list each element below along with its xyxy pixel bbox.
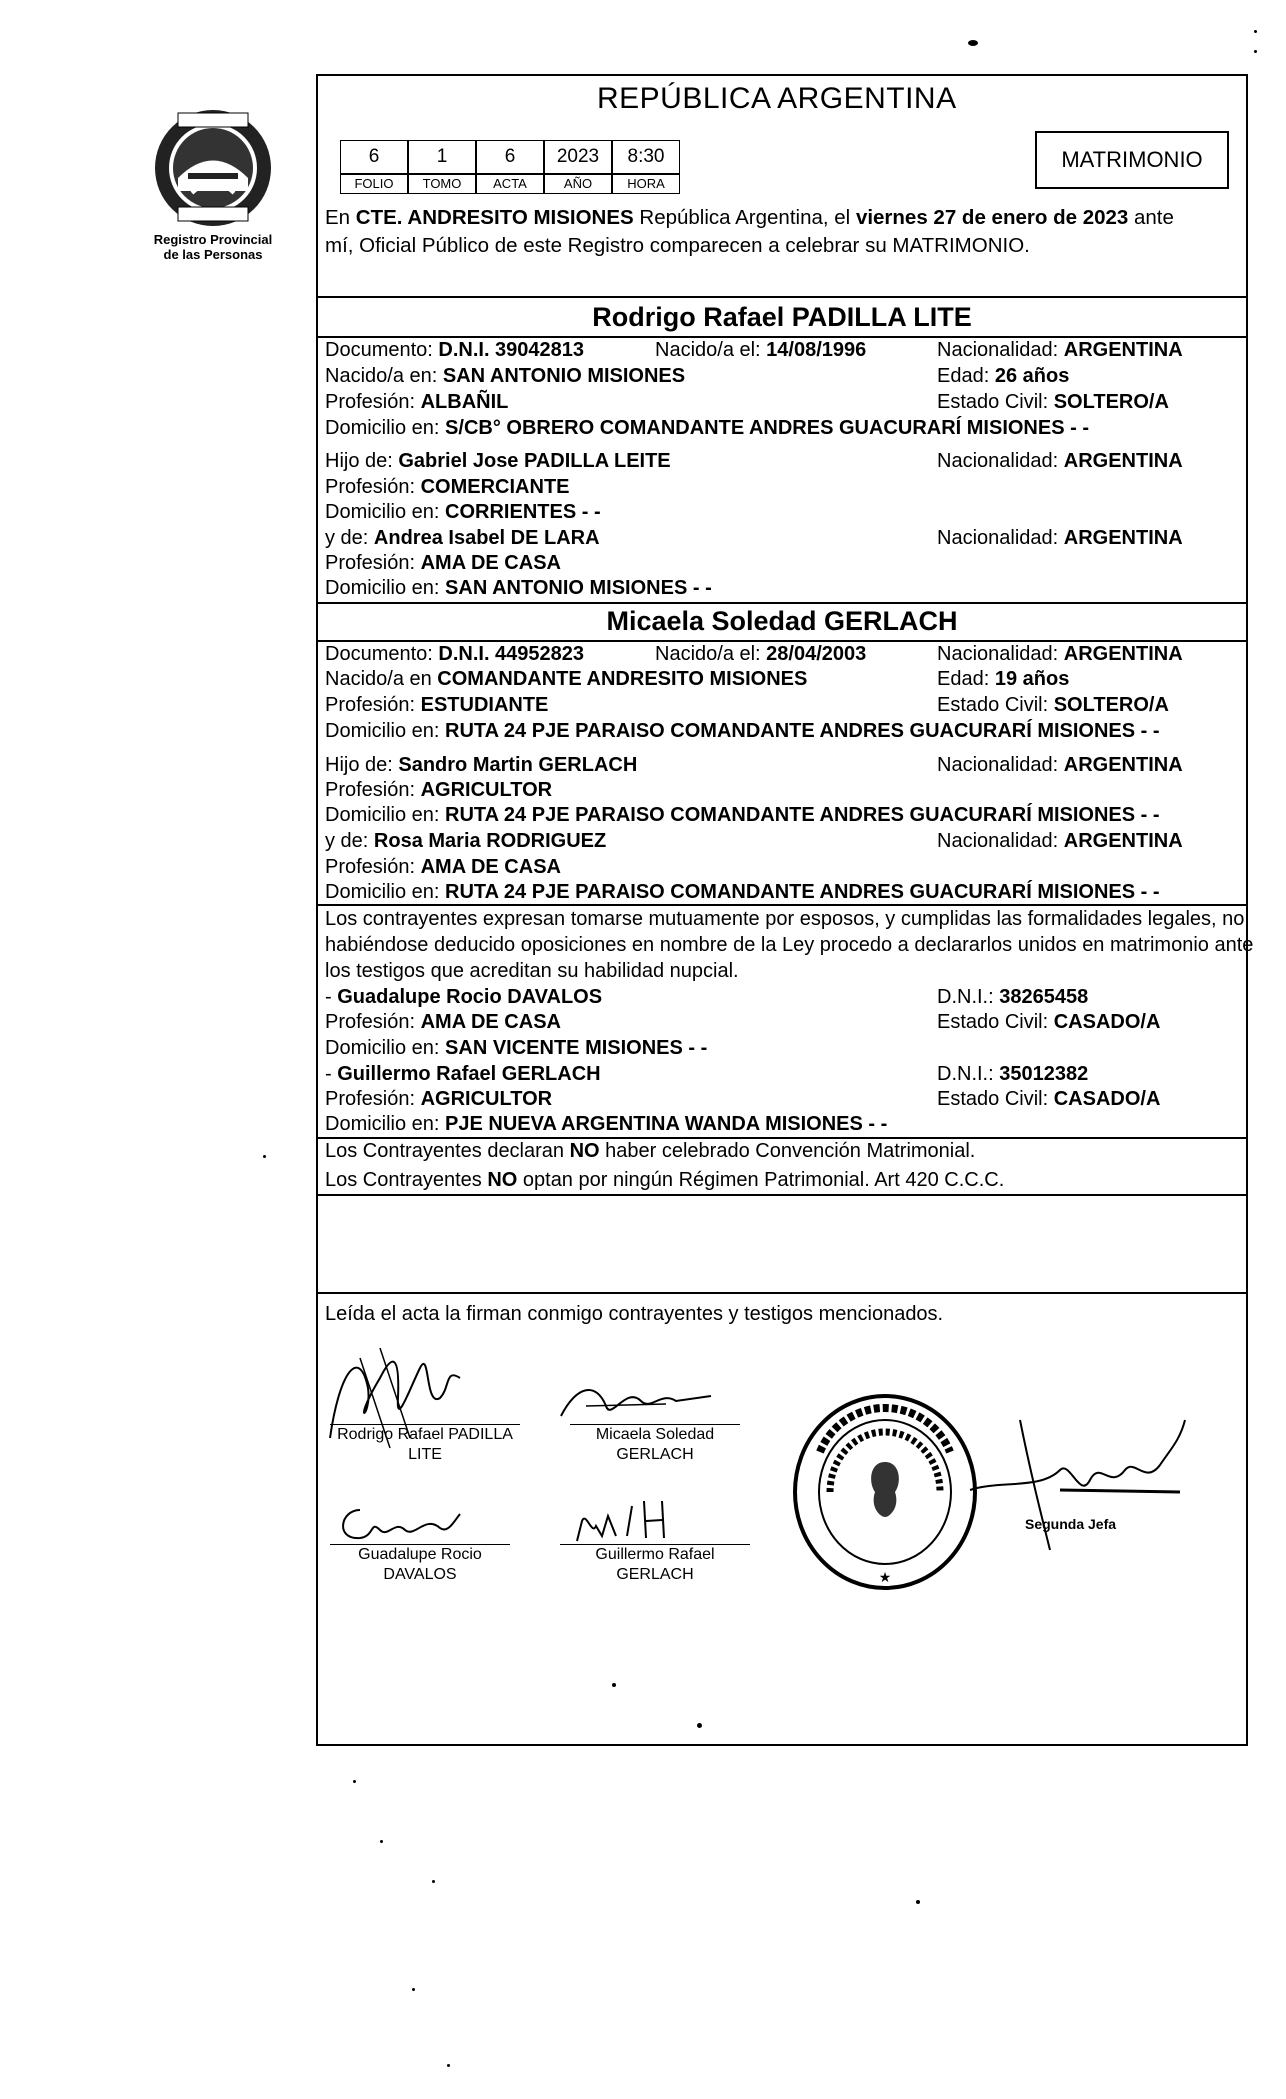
witness1-name-row <box>325 985 602 1009</box>
bride-prof-row <box>325 693 548 717</box>
scan-mark <box>1254 50 1257 53</box>
anio-value: 2023 <box>544 140 612 174</box>
witness1-signature-name: Guadalupe Rocio <box>358 1546 482 1563</box>
label: Estado Civil: <box>937 391 1054 413</box>
folio-value: 6 <box>340 140 408 174</box>
registry-caption-line1: Registro Provincial <box>153 232 273 247</box>
label: Nacido/a en <box>325 668 438 690</box>
label: - <box>325 986 338 1008</box>
label: Domicilio en: <box>325 1113 446 1135</box>
witness1-prof-row <box>325 1010 561 1034</box>
official-stamp-icon <box>790 1392 980 1592</box>
label: y de: <box>325 830 374 852</box>
intro-line2: mí, Oficial Público de este Registro comparecen a celebrar su MATRIMONIO. <box>325 234 1030 257</box>
bride-father-nationality: ARGENTINA <box>1063 754 1183 776</box>
scan-mark <box>968 40 978 46</box>
groom-nat-row <box>937 338 1183 362</box>
registry-caption <box>130 232 296 262</box>
regime-line1 <box>325 1139 975 1163</box>
bride-born-row <box>655 642 866 666</box>
bride-name-heading: Micaela Soledad GERLACH <box>606 606 958 636</box>
tomo-value: 1 <box>408 140 476 174</box>
scan-mark <box>697 1723 702 1728</box>
label: Domicilio en: <box>325 881 446 903</box>
label: Nacionalidad: <box>937 643 1064 665</box>
tomo-label: TOMO <box>408 174 476 194</box>
bride-dni: D.N.I. 44952823 <box>438 643 585 665</box>
witness2-signature-caption <box>560 1544 750 1585</box>
regime-line2 <box>325 1168 1004 1192</box>
groom-prof-row <box>325 390 508 414</box>
label: Profesión: <box>325 476 421 498</box>
divider <box>316 602 1248 604</box>
witness1-civil-row <box>937 1010 1160 1034</box>
label: Domicilio en: <box>325 417 446 439</box>
bride-birthplace-row <box>325 667 807 691</box>
bride-father-dom-row <box>325 803 1160 827</box>
scan-mark <box>916 1900 920 1904</box>
witness1-dni: 38265458 <box>999 986 1089 1008</box>
bride-birthplace: COMANDANTE ANDRESITO MISIONES <box>437 668 808 690</box>
bride-nationality: ARGENTINA <box>1063 643 1183 665</box>
bride-father-nat-row <box>937 753 1183 777</box>
label: Estado Civil: <box>937 694 1054 716</box>
label: Los Contrayentes <box>325 1169 488 1191</box>
witness2-address: PJE NUEVA ARGENTINA WANDA MISIONES - - <box>445 1113 888 1135</box>
declaration-line3: los testigos que acreditan su habilidad nupcial. <box>325 960 739 982</box>
label: D.N.I.: <box>937 986 1000 1008</box>
bride-mother-name: Rosa Maria RODRIGUEZ <box>373 830 607 852</box>
groom-mother-name: Andrea Isabel DE LARA <box>373 527 600 549</box>
regime-no: NO <box>487 1169 518 1191</box>
scan-mark <box>353 1780 356 1783</box>
signatures-intro: Leída el acta la firman conmigo contrayentes y testigos mencionados. <box>325 1303 944 1325</box>
groom-mother-nat-row <box>937 526 1183 550</box>
scan-mark <box>412 1988 415 1991</box>
witness2-dom-row <box>325 1112 887 1136</box>
groom-signature-name: Rodrigo Rafael PADILLA <box>337 1426 513 1443</box>
label: Profesión: <box>325 779 421 801</box>
groom-father-profession: COMERCIANTE <box>420 476 570 498</box>
bride-mother-address: RUTA 24 PJE PARAISO COMANDANTE ANDRES GUACURARÍ MISIONES - - <box>445 881 1160 903</box>
groom-mother-profession: AMA DE CASA <box>420 552 561 574</box>
bride-mother-prof-row <box>325 855 561 879</box>
label: Nacionalidad: <box>937 339 1064 361</box>
bride-mother-nat-row <box>937 829 1183 853</box>
bride-father-prof-row <box>325 778 552 802</box>
label: - <box>325 1063 338 1085</box>
bride-birthdate: 28/04/2003 <box>766 643 867 665</box>
groom-father-nat-row <box>937 449 1183 473</box>
label: Profesión: <box>325 1011 421 1033</box>
scan-mark <box>612 1683 616 1687</box>
witness2-signature-icon <box>572 1496 692 1546</box>
label: haber celebrado Convención Matrimonial. <box>599 1140 976 1162</box>
intro-text-a: En <box>325 206 356 229</box>
doc-type-box <box>1035 131 1229 189</box>
label: Estado Civil: <box>937 1088 1054 1110</box>
label: Nacido/a el: <box>655 643 767 665</box>
divider <box>316 1292 1248 1294</box>
groom-father-nationality: ARGENTINA <box>1063 450 1183 472</box>
svg-text:★: ★ <box>878 1569 892 1585</box>
bride-mother-nationality: ARGENTINA <box>1063 830 1183 852</box>
bride-civil-status: SOLTERO/A <box>1053 694 1169 716</box>
bride-signature-caption <box>570 1424 740 1465</box>
groom-dni: D.N.I. 39042813 <box>438 339 585 361</box>
label: Domicilio en: <box>325 804 446 826</box>
bride-age: 19 años <box>994 668 1070 690</box>
witness2-dni-row <box>937 1062 1088 1086</box>
label: y de: <box>325 527 374 549</box>
bride-mother-profession: AMA DE CASA <box>420 856 561 878</box>
divider <box>316 296 1248 298</box>
bride-father-name: Sandro Martin GERLACH <box>398 754 638 776</box>
label: Nacionalidad: <box>937 450 1064 472</box>
label: Edad: <box>937 668 995 690</box>
bride-father-address: RUTA 24 PJE PARAISO COMANDANTE ANDRES GUACURARÍ MISIONES - - <box>445 804 1160 826</box>
regime-no: NO <box>569 1140 600 1162</box>
label: Domicilio en: <box>325 1037 446 1059</box>
bride-signature-icon <box>556 1376 716 1426</box>
groom-civil-row <box>937 390 1169 414</box>
label: Domicilio en: <box>325 577 446 599</box>
groom-nationality: ARGENTINA <box>1063 339 1183 361</box>
witness1-civil-status: CASADO/A <box>1053 1011 1161 1033</box>
groom-age: 26 años <box>994 365 1070 387</box>
label: Domicilio en: <box>325 720 446 742</box>
ceremony-place: CTE. ANDRESITO MISIONES <box>355 206 634 229</box>
divider <box>316 1194 1248 1196</box>
label: Hijo de: <box>325 450 399 472</box>
province-seal-icon <box>148 103 278 233</box>
bride-civil-row <box>937 693 1169 717</box>
registry-logo <box>148 103 278 233</box>
label: Documento: <box>325 339 439 361</box>
label: Nacido/a en: <box>325 365 443 387</box>
witness1-name: Guadalupe Rocio DAVALOS <box>337 986 603 1008</box>
label: Profesión: <box>325 694 421 716</box>
groom-doc-row <box>325 338 584 362</box>
witness1-profession: AMA DE CASA <box>420 1011 561 1033</box>
witness1-dom-row <box>325 1036 707 1060</box>
label: Nacido/a el: <box>655 339 767 361</box>
label: Profesión: <box>325 1088 421 1110</box>
witness1-signature-icon <box>330 1500 470 1548</box>
bride-father-profession: AGRICULTOR <box>420 779 553 801</box>
scan-mark <box>263 1155 266 1158</box>
groom-signature-surname: LITE <box>408 1446 442 1463</box>
doc-type-label: MATRIMONIO <box>1061 147 1203 172</box>
label: Nacionalidad: <box>937 754 1064 776</box>
label: Documento: <box>325 643 439 665</box>
label: Edad: <box>937 365 995 387</box>
witness2-civil-status: CASADO/A <box>1053 1088 1161 1110</box>
label: Domicilio en: <box>325 501 446 523</box>
official-signature-icon <box>960 1410 1200 1560</box>
witness2-profession: AGRICULTOR <box>420 1088 553 1110</box>
scan-mark <box>380 1840 383 1843</box>
label: D.N.I.: <box>937 1063 1000 1085</box>
groom-father-name: Gabriel Jose PADILLA LEITE <box>398 450 671 472</box>
bride-profession: ESTUDIANTE <box>420 694 549 716</box>
page-title: REPÚBLICA ARGENTINA <box>597 82 957 115</box>
bride-age-row <box>937 667 1069 691</box>
groom-born-row <box>655 338 866 362</box>
groom-age-row <box>937 364 1069 388</box>
groom-father-prof-row <box>325 475 570 499</box>
intro-text-b: República Argentina, el <box>633 206 856 229</box>
groom-birthdate: 14/08/1996 <box>766 339 867 361</box>
label: Los Contrayentes declaran <box>325 1140 570 1162</box>
scan-mark <box>447 2064 450 2067</box>
official-title: Segunda Jefa <box>1025 1516 1117 1532</box>
label: Estado Civil: <box>937 1011 1054 1033</box>
bride-dom-row <box>325 719 1160 743</box>
scan-mark <box>432 1880 435 1883</box>
witness1-dni-row <box>937 985 1088 1009</box>
groom-address: S/CB° OBRERO COMANDANTE ANDRES GUACURARÍ MISIONES - - <box>445 417 1089 439</box>
groom-birthplace-row <box>325 364 685 388</box>
anio-label: AÑO <box>544 174 612 194</box>
registry-caption-line2: de las Personas <box>163 247 263 262</box>
acta-value: 6 <box>476 140 544 174</box>
witness1-signature-surname: DAVALOS <box>383 1566 457 1583</box>
declaration-line1: Los contrayentes expresan tomarse mutuamente por esposos, y cumplidas las formalidades legales, no <box>325 908 1245 930</box>
groom-mother-address: SAN ANTONIO MISIONES - - <box>445 577 712 599</box>
scan-mark <box>1254 30 1257 33</box>
witness2-civil-row <box>937 1087 1160 1111</box>
groom-dom-row <box>325 416 1089 440</box>
label: Hijo de: <box>325 754 399 776</box>
groom-mother-dom-row <box>325 576 712 600</box>
groom-civil-status: SOLTERO/A <box>1053 391 1169 413</box>
label: optan por ningún Régimen Patrimonial. Art 420 C.C.C. <box>517 1169 1005 1191</box>
groom-signature-caption <box>330 1424 520 1465</box>
intro-line1 <box>325 206 1174 230</box>
intro-text-c: ante <box>1128 206 1174 229</box>
groom-father-row <box>325 449 671 473</box>
bride-signature-name: Micaela Soledad <box>595 1426 715 1443</box>
groom-profession: ALBAÑIL <box>420 391 509 413</box>
witness2-name: Guillermo Rafael GERLACH <box>337 1063 601 1085</box>
ceremony-date: viernes 27 de enero de 2023 <box>855 206 1129 229</box>
groom-father-dom-row <box>325 500 601 524</box>
witness1-address: SAN VICENTE MISIONES - - <box>445 1037 708 1059</box>
hora-value: 8:30 <box>612 140 680 174</box>
witness2-signature-name: Guillermo Rafael <box>595 1546 715 1563</box>
groom-father-address: CORRIENTES - - <box>445 501 601 523</box>
bride-nat-row <box>937 642 1183 666</box>
label: Profesión: <box>325 856 421 878</box>
groom-mother-row <box>325 526 600 550</box>
label: Profesión: <box>325 391 421 413</box>
hora-label: HORA <box>612 174 680 194</box>
witness1-signature-caption <box>330 1544 510 1585</box>
witness2-name-row <box>325 1062 601 1086</box>
groom-name-heading: Rodrigo Rafael PADILLA LITE <box>592 302 972 332</box>
declaration-line2: habiéndose deducido oposiciones en nombre de la Ley procedo a declararlos unidos en matrimonio ante <box>325 934 1254 956</box>
bride-address: RUTA 24 PJE PARAISO COMANDANTE ANDRES GUACURARÍ MISIONES - - <box>445 720 1160 742</box>
bride-father-row <box>325 753 637 777</box>
bride-mother-row <box>325 829 606 853</box>
label: Nacionalidad: <box>937 830 1064 852</box>
bride-doc-row <box>325 642 584 666</box>
label: Profesión: <box>325 552 421 574</box>
divider <box>316 904 1248 906</box>
bride-mother-dom-row <box>325 880 1160 904</box>
groom-mother-nationality: ARGENTINA <box>1063 527 1183 549</box>
witness2-prof-row <box>325 1087 552 1111</box>
label: Nacionalidad: <box>937 527 1064 549</box>
witness2-dni: 35012382 <box>999 1063 1089 1085</box>
groom-birthplace: SAN ANTONIO MISIONES <box>442 365 686 387</box>
acta-label: ACTA <box>476 174 544 194</box>
folio-label: FOLIO <box>340 174 408 194</box>
groom-mother-prof-row <box>325 551 561 575</box>
witness2-signature-surname: GERLACH <box>616 1566 694 1583</box>
bride-signature-surname: GERLACH <box>616 1446 694 1463</box>
